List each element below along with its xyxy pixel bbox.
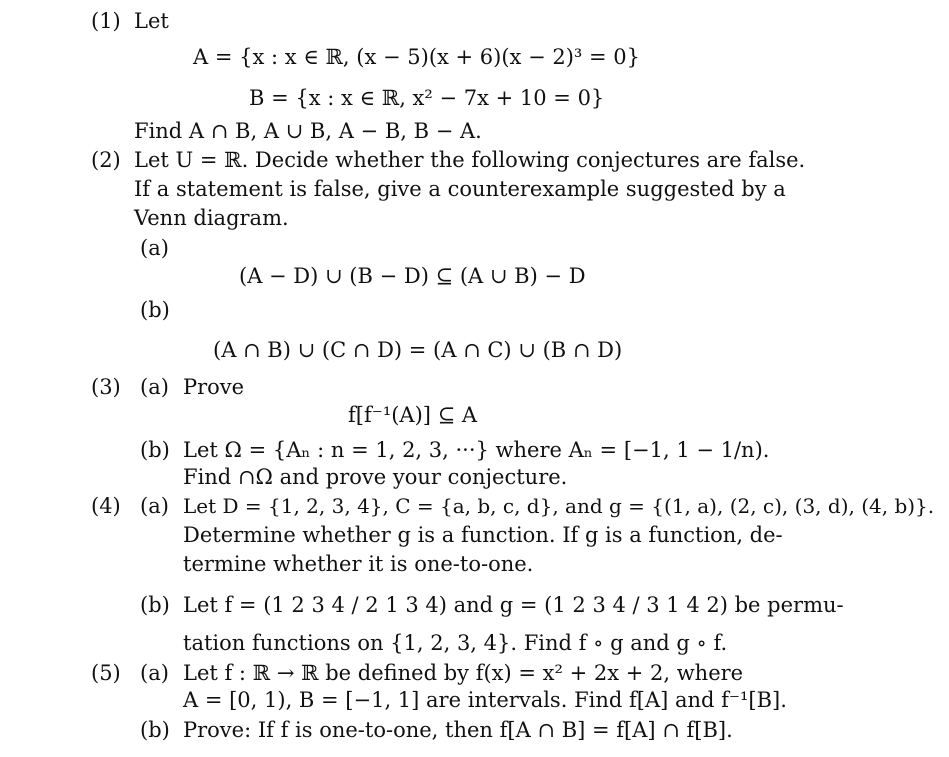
problem-1-find: Find A ∩ B, A ∪ B, A − B, B − A. <box>134 119 482 143</box>
problem-1-label: (1) <box>91 9 121 33</box>
problem-4-label: (4) <box>91 494 121 518</box>
problem-2-line-2: If a statement is false, give a counterexample suggested by a <box>134 177 786 201</box>
problem-2b-label: (b) <box>140 298 170 322</box>
problem-1-let: Let <box>134 9 169 33</box>
problem-2b-formula: (A ∩ B) ∪ (C ∩ D) = (A ∩ C) ∪ (B ∩ D) <box>213 338 623 362</box>
problem-3a-text: Prove <box>183 375 245 399</box>
set-a-definition: A = {x : x ∈ ℝ, (x − 5)(x + 6)(x − 2)³ = 0} <box>193 45 640 69</box>
problem-4a-label: (a) <box>140 494 169 518</box>
problem-5b-label: (b) <box>140 718 170 742</box>
problem-5a-line-1: Let f : ℝ → ℝ be defined by f(x) = x² + 2x + 2, where <box>183 661 744 685</box>
problem-3a-formula: f[f⁻¹(A)] ⊆ A <box>348 403 478 427</box>
problem-4a-line-1: Let D = {1, 2, 3, 4}, C = {a, b, c, d}, and g = {(1, a), (2, c), (3, d), (4, b)}. <box>183 494 935 518</box>
problem-5b-line-1: Prove: If f is one-to-one, then f[A ∩ B] = f[A] ∩ f[B]. <box>183 718 733 742</box>
problem-4b-line-2: tation functions on {1, 2, 3, 4}. Find f ∘ g and g ∘ f. <box>183 631 728 655</box>
problem-2-line-1: Let U = ℝ. Decide whether the following conjectures are false. <box>134 148 806 172</box>
problem-5a-label: (a) <box>140 661 169 685</box>
problem-2-line-3: Venn diagram. <box>134 206 289 230</box>
problem-3b-line-2: Find ∩Ω and prove your conjecture. <box>183 465 568 489</box>
problem-5a-line-2: A = [0, 1), B = [−1, 1] are intervals. Find f[A] and f⁻¹[B]. <box>183 688 787 712</box>
problem-4b-line-1: Let f = (1 2 3 4 / 2 1 3 4) and g = (1 2 3 4 / 3 1 4 2) be permu- <box>183 593 844 617</box>
problem-2a-formula: (A − D) ∪ (B − D) ⊆ (A ∪ B) − D <box>239 264 586 288</box>
problem-3b-label: (b) <box>140 438 170 462</box>
problem-3b-line-1: Let Ω = {Aₙ : n = 1, 2, 3, ···} where Aₙ = [−1, 1 − 1/n). <box>183 438 770 462</box>
problem-4a-line-2: Determine whether g is a function. If g is a function, de- <box>183 523 783 547</box>
problem-2a-label: (a) <box>140 236 169 260</box>
problem-5-label: (5) <box>91 661 121 685</box>
set-b-definition: B = {x : x ∈ ℝ, x² − 7x + 10 = 0} <box>249 86 605 110</box>
problem-4a-line-3: termine whether it is one-to-one. <box>183 552 534 576</box>
problem-2-label: (2) <box>91 148 121 172</box>
problem-4b-label: (b) <box>140 593 170 617</box>
problem-3-label: (3) <box>91 375 121 399</box>
problem-3a-label: (a) <box>140 375 169 399</box>
